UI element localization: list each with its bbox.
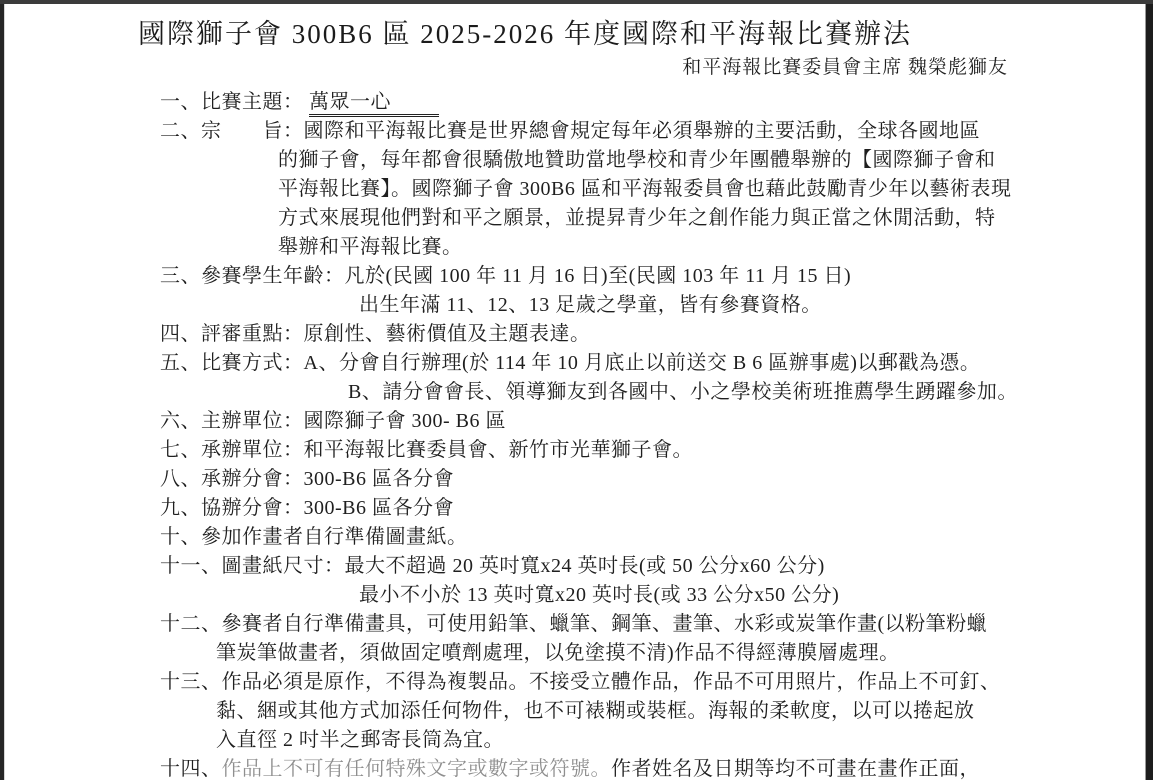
document-title: 國際獅子會 300B6 區 2025-2026 年度國際和平海報比賽辦法 bbox=[138, 19, 912, 49]
document-line bbox=[5, 494, 1146, 523]
document-page bbox=[5, 4, 1146, 780]
line-segment: 十三、作品必須是原作，不得為複製品。不接受立體作品，作品不可用照片，作品上不可釘、 bbox=[160, 671, 1001, 693]
document-line bbox=[5, 581, 1146, 610]
document-line bbox=[5, 349, 1146, 378]
line-segment: 的獅子會，每年都會很驕傲地贊助當地學校和青少年團體舉辦的【國際獅子會和 bbox=[278, 149, 996, 171]
document-body bbox=[5, 88, 1146, 780]
viewer-left-edge bbox=[0, 4, 5, 780]
line-segment: 十二、參賽者自行準備畫具，可使用鉛筆、蠟筆、鋼筆、畫筆、水彩或炭筆作畫(以粉筆粉蠟 bbox=[160, 613, 988, 635]
document-line bbox=[5, 378, 1146, 407]
document-line bbox=[5, 726, 1146, 755]
line-segment: 平海報比賽】。國際獅子會 300B6 區和平海報委員會也藉此鼓勵青少年以藝術表現 bbox=[278, 178, 1012, 200]
document-line bbox=[5, 639, 1146, 668]
document-line bbox=[5, 291, 1146, 320]
document-line bbox=[5, 755, 1146, 780]
line-segment: 十四、 bbox=[160, 758, 222, 780]
document-line bbox=[5, 523, 1146, 552]
line-segment: 筆炭筆做畫者，須做固定噴劑處理，以免塗摸不清)作品不得經薄膜層處理。 bbox=[216, 642, 900, 664]
line-segment: 十、參加作畫者自行準備圖畫紙。 bbox=[160, 526, 468, 548]
line-segment: 出生年滿 11、12、13 足歲之學童，皆有參賽資格。 bbox=[359, 294, 822, 316]
document-line bbox=[5, 204, 1146, 233]
document-line bbox=[5, 233, 1146, 262]
line-segment: 六、主辦單位：國際獅子會 300- B6 區 bbox=[160, 410, 506, 432]
line-segment: 作品上不可有任何特殊文字或數字或符號。 bbox=[221, 758, 611, 780]
document-line bbox=[5, 436, 1146, 465]
document-line bbox=[5, 668, 1146, 697]
document-line bbox=[5, 262, 1146, 291]
line-segment: 四、評審重點：原創性、藝術價值及主題表達。 bbox=[160, 323, 591, 345]
document-line bbox=[5, 175, 1146, 204]
line-segment: 方式來展現他們對和平之願景，並提昇青少年之創作能力與正當之休閒活動，特 bbox=[278, 207, 996, 229]
viewer-top-bar bbox=[0, 0, 1153, 4]
document-line bbox=[5, 407, 1146, 436]
document-line bbox=[5, 88, 1146, 117]
line-segment: 七、承辦單位：和平海報比賽委員會、新竹市光華獅子會。 bbox=[160, 439, 693, 461]
line-segment: 三、參賽學生年齡：凡於(民國 100 年 11 月 16 日)至(民國 103 年 11 月 15 日) bbox=[160, 265, 852, 287]
line-segment: 舉辦和平海報比賽。 bbox=[278, 236, 463, 258]
line-segment: 最小不小於 13 英吋寬x20 英吋長(或 33 公分x50 公分) bbox=[359, 584, 840, 606]
document-line bbox=[5, 117, 1146, 146]
document-line bbox=[5, 465, 1146, 494]
line-segment: 二、宗 旨：國際和平海報比賽是世界總會規定每年必須舉辦的主要活動，全球各國地區 bbox=[160, 120, 980, 142]
line-segment: 黏、綑或其他方式加添任何物件，也不可裱糊或裝框。海報的柔軟度，以可以捲起放 bbox=[216, 700, 975, 722]
document-line bbox=[5, 552, 1146, 581]
document-line bbox=[5, 146, 1146, 175]
document-subtitle: 和平海報比賽委員會主席 魏榮彪獅友 bbox=[682, 57, 1008, 78]
viewer-right-edge[interactable] bbox=[1145, 4, 1153, 780]
line-segment: 五、比賽方式：A、分會自行辦理(於 114 年 10 月底止以前送交 B 6 區辦事處)以郵戳為憑。 bbox=[160, 352, 981, 374]
document-line bbox=[5, 697, 1146, 726]
line-segment: 一、比賽主題： bbox=[160, 91, 309, 113]
line-segment: 作者姓名及日期等均不可畫在畫作正面， bbox=[611, 758, 980, 780]
line-segment: 九、協辦分會：300-B6 區各分會 bbox=[160, 497, 454, 519]
line-segment: 入直徑 2 吋半之郵寄長筒為宜。 bbox=[216, 729, 504, 751]
line-segment: B、請分會會長、領導獅友到各國中、小之學校美術班推薦學生踴躍參加。 bbox=[348, 381, 1018, 403]
line-segment: 八、承辦分會：300-B6 區各分會 bbox=[160, 468, 454, 490]
document-line bbox=[5, 610, 1146, 639]
line-segment: 十一、圖畫紙尺寸：最大不超過 20 英吋寬x24 英吋長(或 50 公分x60 公分) bbox=[160, 555, 825, 577]
theme-underlined-text: 萬眾一心 bbox=[309, 91, 439, 117]
document-line bbox=[5, 320, 1146, 349]
